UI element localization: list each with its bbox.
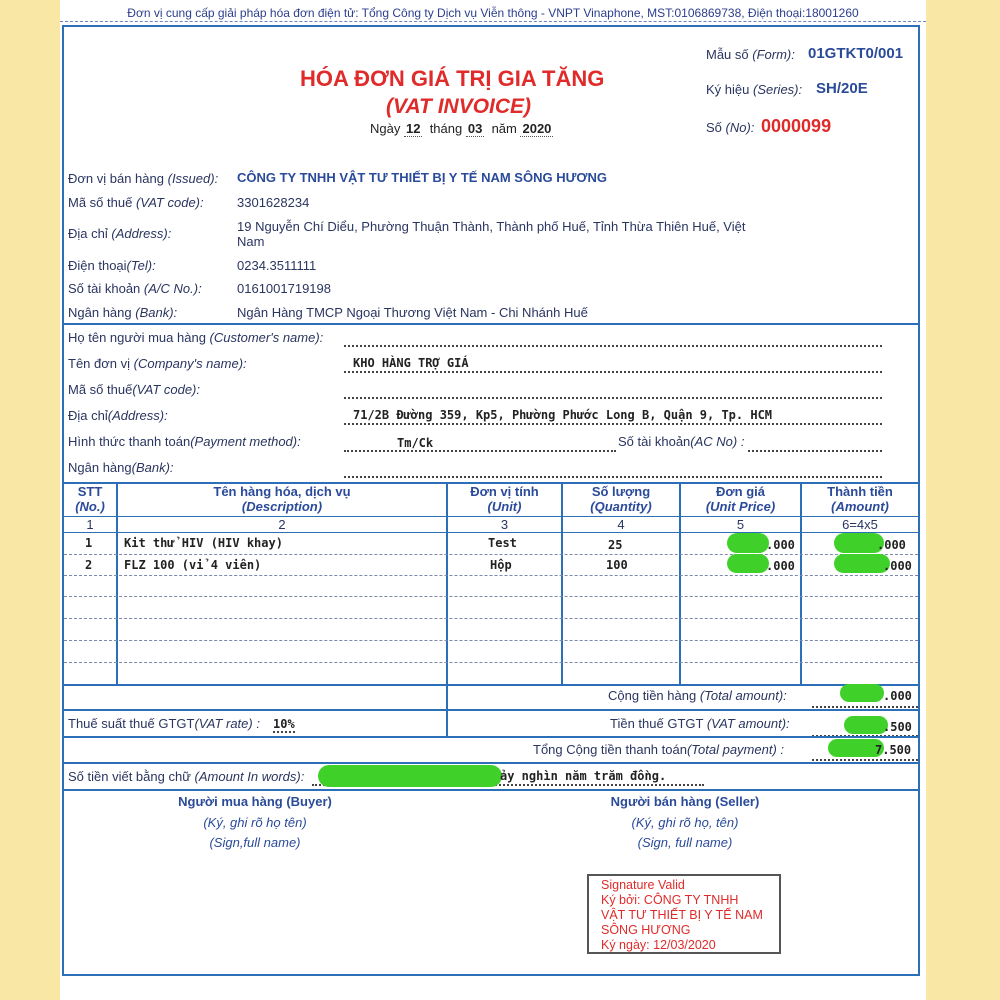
- stamp-line: SÔNG HƯƠNG: [601, 923, 691, 937]
- invoice-no-label: Số (No):: [706, 120, 755, 135]
- row1-amount: .000: [877, 538, 906, 552]
- invoice-no-value: 0000099: [761, 116, 832, 136]
- provider-divider: [60, 21, 926, 22]
- seller-tel-label: Điện thoại(Tel):: [68, 258, 156, 273]
- redaction-mark: [727, 533, 769, 553]
- date-month-label: tháng: [429, 121, 463, 136]
- total-amount-value: .000: [883, 689, 912, 703]
- buyer-customer-line: [344, 345, 882, 347]
- invoice-date: [370, 121, 553, 137]
- buyer-payment-value: Tm/Ck: [397, 436, 434, 450]
- invoice-subtitle: (VAT INVOICE): [386, 95, 532, 118]
- stamp-line: Ký bởi: CÔNG TY TNHH: [601, 893, 739, 907]
- buyer-ac-label: Số tài khoản(AC No) :: [618, 434, 745, 449]
- row-divider: [64, 662, 918, 663]
- buyer-bank-line: [344, 476, 882, 478]
- th-num-2: 2: [278, 517, 286, 532]
- divider-total: [62, 709, 920, 711]
- th-num-3: 3: [500, 517, 509, 532]
- stamp-line: Ký ngày: 12/03/2020: [601, 938, 716, 952]
- seller-sign-sub1: (Ký, ghi rõ họ, tên): [631, 815, 739, 830]
- total-amount-line: [812, 706, 918, 708]
- th-description: Tên hàng hóa, dịch vụ (Description): [213, 484, 351, 514]
- seller-bank-label: Ngân hàng (Bank):: [68, 305, 178, 320]
- date-year: 2020: [522, 121, 552, 136]
- buyer-payment-line: [344, 450, 616, 452]
- row1-quantity: 25: [608, 538, 623, 552]
- th-num-5: 5: [736, 517, 745, 532]
- row2-no: 2: [85, 558, 93, 572]
- row2-amount: .000: [883, 559, 912, 573]
- buyer-vat-line: [344, 397, 882, 399]
- redaction-mark: [840, 684, 884, 702]
- date-day-label: Ngày: [370, 121, 401, 136]
- row-divider: [64, 575, 918, 576]
- seller-bank-value: Ngân Hàng TMCP Ngoại Thương Việt Nam - Chi Nhánh Huế: [237, 305, 588, 320]
- divider-payment: [62, 762, 920, 764]
- vat-rate-value: 10%: [273, 717, 295, 731]
- digital-signature-stamp: [587, 874, 781, 954]
- buyer-bank-label: Ngân hàng(Bank):: [68, 460, 174, 475]
- stamp-line: VẬT TƯ THIẾT BỊ Y TẾ NAM: [601, 908, 763, 922]
- th-unit-price: Đơn giá (Unit Price): [705, 484, 776, 514]
- buyer-customer-label: Họ tên người mua hàng (Customer's name):: [68, 330, 324, 345]
- buyer-sign-title: Người mua hàng (Buyer): [178, 794, 332, 809]
- seller-account-label: Số tài khoản (A/C No.):: [68, 281, 202, 296]
- seller-account-value: 0161001719198: [237, 281, 331, 296]
- buyer-company-value: KHO HÀNG TRỢ GIÁ: [353, 356, 469, 370]
- th-num-1: 1: [86, 517, 94, 532]
- divider-table-totals: [62, 684, 920, 686]
- divider-words: [62, 789, 920, 791]
- seller-sign-sub2: (Sign, full name): [637, 835, 733, 850]
- seller-vat-value: 3301628234: [237, 195, 310, 210]
- row-divider: [64, 640, 918, 641]
- redaction-mark: [318, 765, 502, 787]
- redaction-mark: [844, 716, 888, 734]
- th-quantity: Số lượng (Quantity): [590, 484, 652, 514]
- vat-amount-value: .500: [883, 720, 912, 734]
- seller-address-label: Địa chỉ (Address):: [68, 226, 172, 241]
- th-unit: Đơn vị tính (Unit): [470, 484, 539, 514]
- provider-info: Đơn vị cung cấp giải pháp hóa đơn điện tử: Tổng Công ty Dịch vụ Viễn thông - VNPT Vinaphone, MST:0106869738, Điện thoại:18001260: [127, 6, 859, 20]
- form-value: 01GTKT0/001: [808, 45, 904, 62]
- th-num-6: 6=4x5: [842, 517, 878, 532]
- seller-sign-title: Người bán hàng (Seller): [610, 794, 760, 809]
- amount-words-value: ảy nghìn năm trăm đồng.: [500, 769, 667, 783]
- vat-amount-label: Tiền thuế GTGT (VAT amount):: [610, 716, 790, 731]
- date-day: 12: [405, 121, 421, 136]
- row1-unit: Test: [488, 536, 517, 550]
- total-payment-label: Tổng Cộng tiền thanh toán(Total payment) :: [533, 742, 785, 757]
- th-no: STT (No.): [75, 484, 105, 514]
- buyer-company-label: Tên đơn vị (Company's name):: [68, 356, 247, 371]
- seller-address-line2: Nam: [237, 234, 265, 249]
- divider-seller-buyer: [62, 323, 920, 325]
- divider-vat: [62, 736, 920, 738]
- invoice-title: HÓA ĐƠN GIÁ TRỊ GIA TĂNG: [300, 66, 605, 91]
- th-num-divider: [64, 532, 918, 533]
- redaction-mark: [834, 554, 890, 573]
- form-label: Mẫu số (Form):: [706, 47, 795, 62]
- buyer-ac-line: [748, 450, 882, 452]
- stamp-line: Signature Valid: [601, 878, 685, 892]
- row2-unit: Hộp: [490, 558, 512, 572]
- buyer-company-line: [344, 371, 882, 373]
- buyer-payment-label: Hình thức thanh toán(Payment method):: [68, 434, 301, 449]
- date-month: 03: [467, 121, 483, 136]
- total-amount-label: Cộng tiền hàng (Total amount):: [608, 688, 787, 703]
- row1-unit-price: .000: [766, 538, 795, 552]
- redaction-mark: [727, 554, 769, 573]
- th-amount: Thành tiền (Amount): [827, 484, 893, 514]
- buyer-address-label: Địa chỉ(Address):: [68, 408, 168, 423]
- row-divider: [64, 618, 918, 619]
- buyer-address-value: 71/2B Đường 359, Kp5, Phường Phước Long B, Quận 9, Tp. HCM: [353, 408, 773, 422]
- row-divider: [64, 596, 918, 597]
- seller-tel-value: 0234.3511111: [237, 258, 317, 273]
- row-divider: [64, 554, 918, 555]
- amount-words-label: Số tiền viết bằng chữ (Amount In words):: [68, 769, 305, 784]
- row2-description: FLZ 100 (vỉ 4 viên): [124, 558, 262, 572]
- row2-quantity: 100: [606, 558, 628, 572]
- buyer-vat-label: Mã số thuế(VAT code):: [68, 382, 201, 397]
- seller-vat-label: Mã số thuế (VAT code):: [68, 195, 204, 210]
- series-label: Ký hiệu (Series):: [706, 82, 803, 97]
- buyer-address-line: [344, 423, 882, 425]
- row1-description: Kit thử HIV (HIV khay): [124, 536, 283, 550]
- seller-name: CÔNG TY TNHH VẬT TƯ THIẾT BỊ Y TẾ NAM SÔNG HƯƠNG: [237, 170, 607, 185]
- buyer-sign-sub1: (Ký, ghi rõ họ tên): [203, 815, 307, 830]
- row2-unit-price: .000: [766, 559, 795, 573]
- seller-address-line1: 19 Nguyễn Chí Diểu, Phường Thuận Thành, Thành phố Huế, Tỉnh Thừa Thiên Huế, Việt: [237, 219, 746, 234]
- date-year-label: năm: [491, 121, 517, 136]
- vat-rate-label: Thuế suất thuế GTGT(VAT rate) :: [68, 716, 260, 731]
- row1-no: 1: [85, 536, 93, 550]
- total-payment-value: 7.500: [875, 743, 912, 757]
- total-payment-line: [812, 759, 918, 761]
- seller-issued-label: Đơn vị bán hàng (Issued):: [68, 171, 219, 186]
- buyer-sign-sub2: (Sign,full name): [209, 835, 301, 850]
- th-num-4: 4: [617, 517, 625, 532]
- series-value: SH/20E: [816, 80, 868, 97]
